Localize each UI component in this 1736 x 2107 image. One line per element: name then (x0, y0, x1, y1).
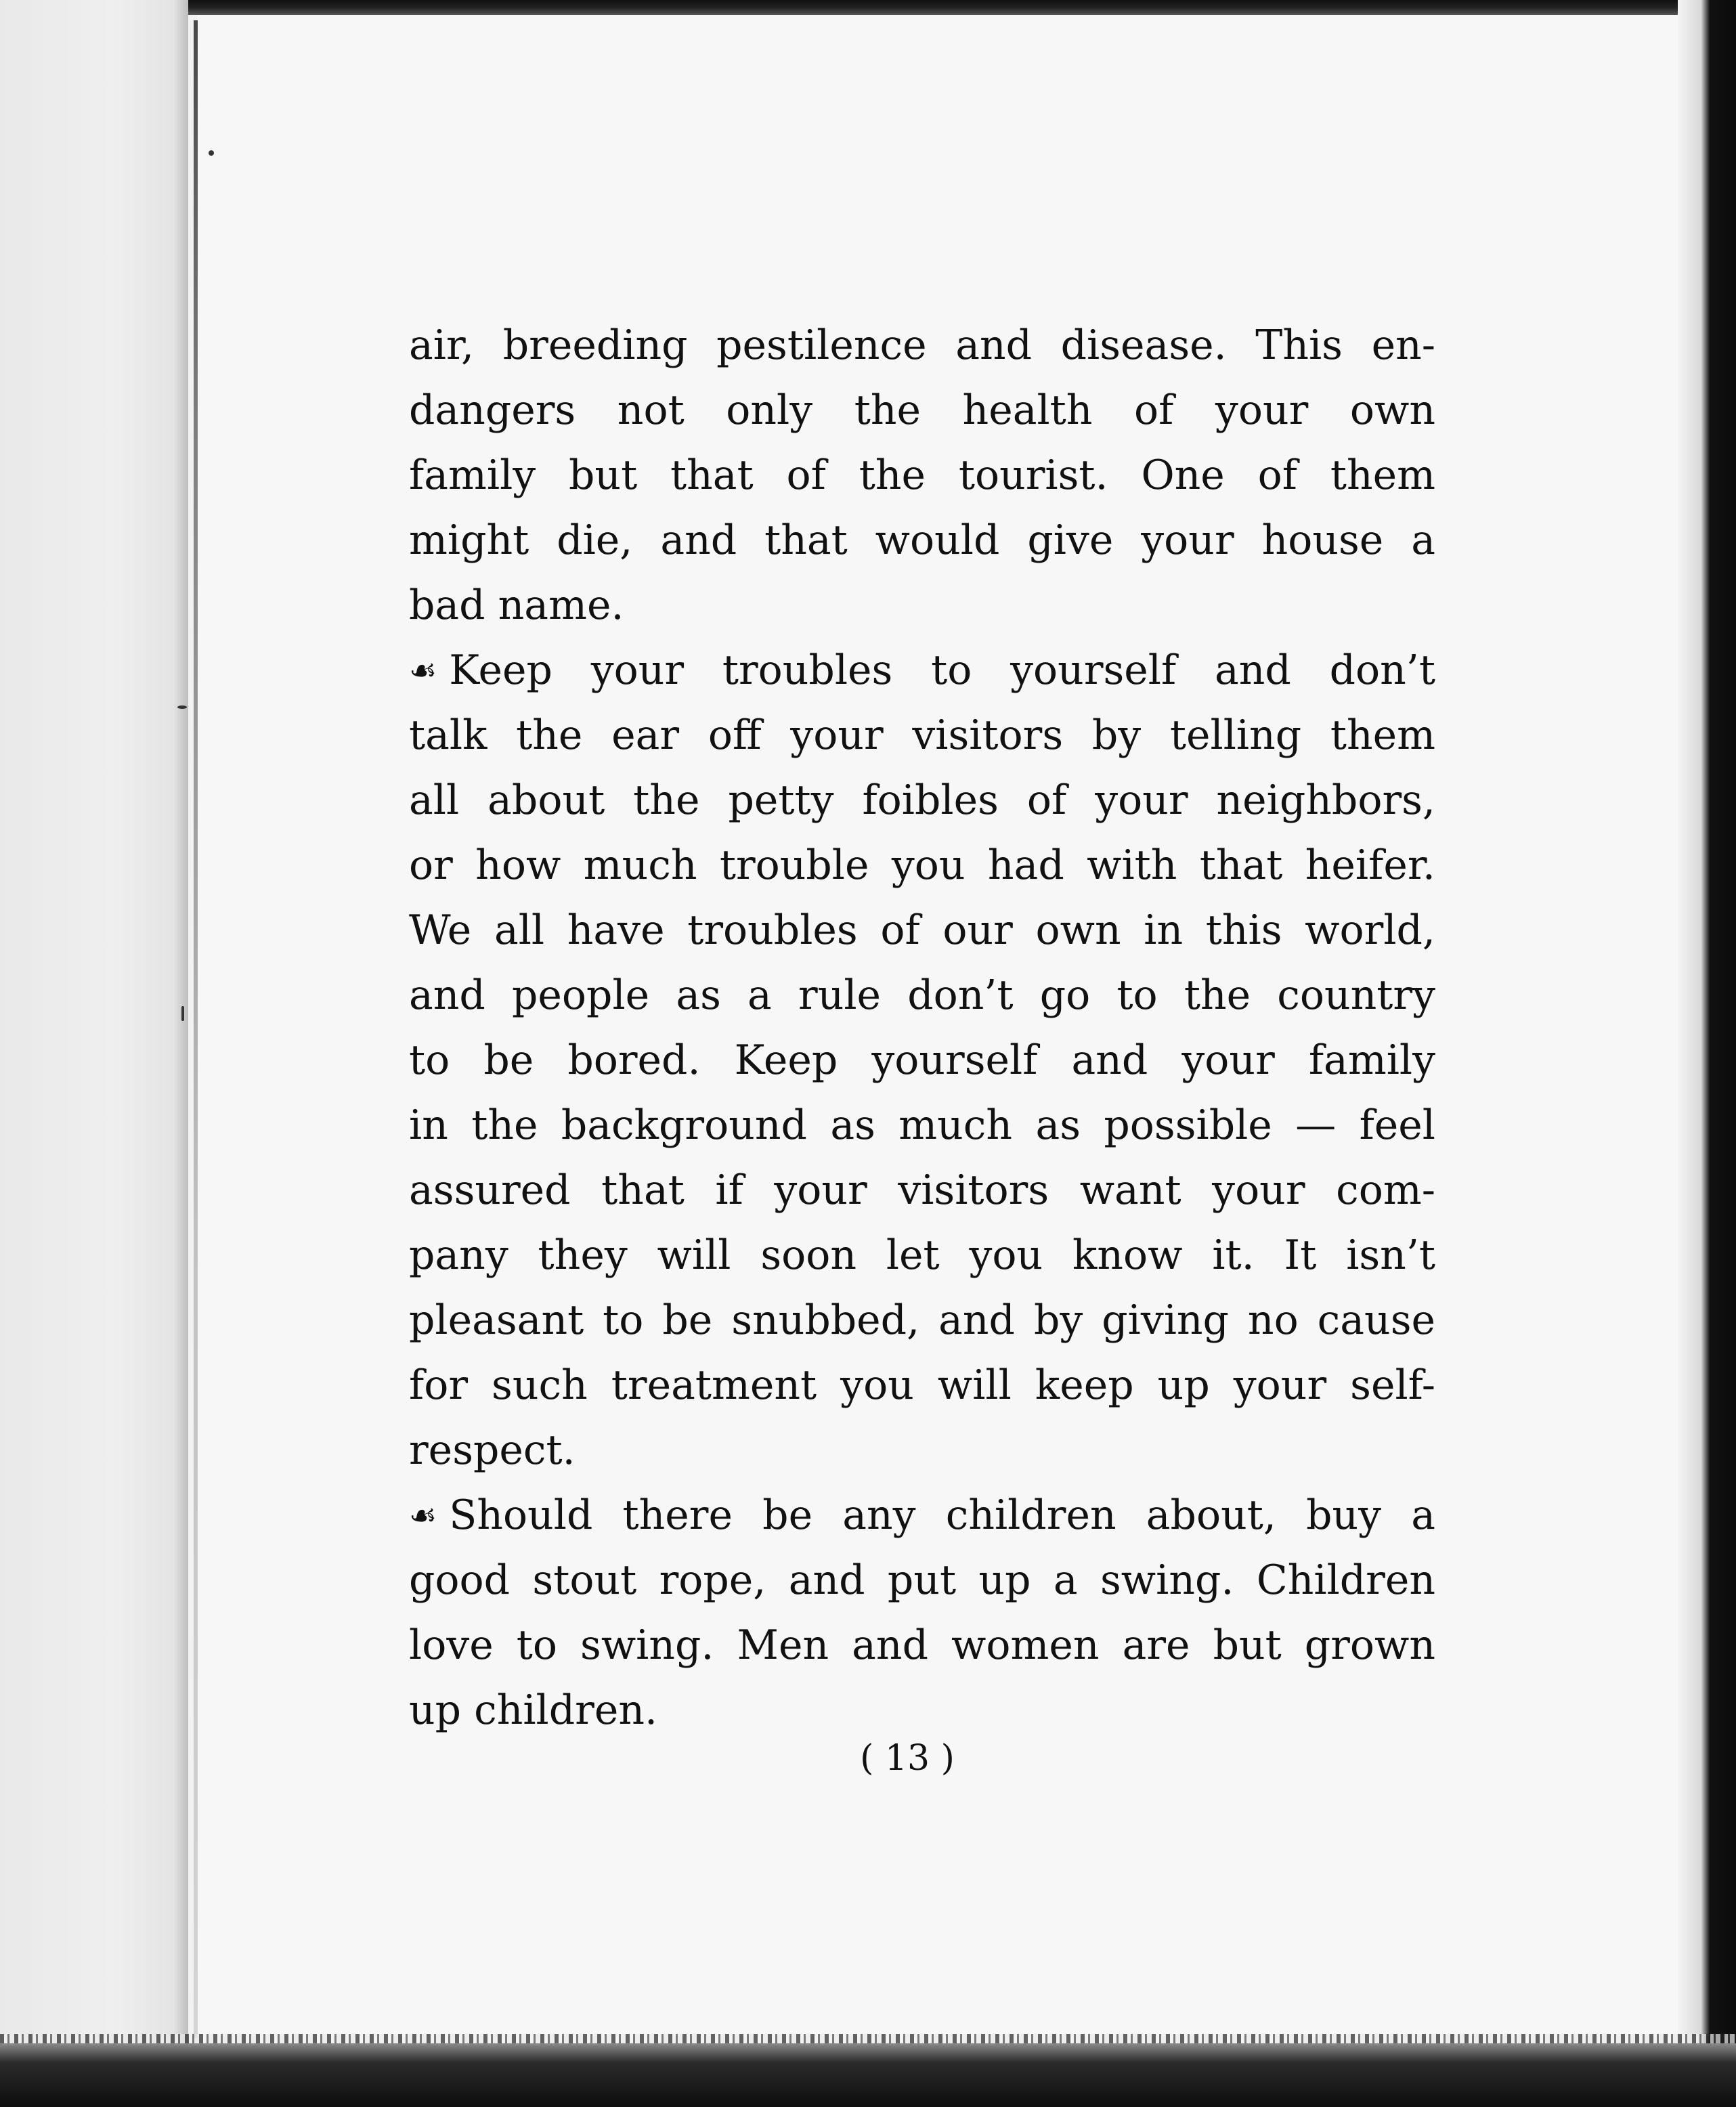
text-line: talk the ear off your visitors by telling them (409, 712, 1435, 759)
fleuron-ornament-icon: ☙ (409, 652, 437, 689)
text-line: to be bored. Keep yourself and your family (409, 1037, 1435, 1084)
text-line: dangers not only the health of your own (409, 387, 1435, 434)
right-scan-border (1678, 0, 1736, 2107)
text-line: air, breeding pestilence and disease. This en- (409, 322, 1435, 369)
text-line: or how much trouble you had with that heifer. (409, 842, 1435, 889)
text-line: pleasant to be snubbed, and by giving no cause (409, 1297, 1435, 1344)
text-line: We all have troubles of our own in this world, (409, 907, 1435, 954)
text-line: good stout rope, and put up a swing. Children (409, 1557, 1435, 1604)
text-line: respect. (409, 1427, 576, 1474)
scan-speck (177, 705, 187, 709)
text-line: up children. (409, 1687, 658, 1734)
text-line: in the background as much as possible — feel (409, 1102, 1435, 1149)
text-line: Keep your troubles to yourself and don’t (449, 647, 1435, 694)
paragraph-start-line (409, 638, 1435, 703)
page-number: ( 13 ) (860, 1738, 955, 1779)
left-facing-page-edge (0, 0, 188, 2107)
text-line: for such treatment you will keep up your self- (409, 1362, 1435, 1409)
bottom-scan-border (0, 2043, 1736, 2107)
text-line: pany they will soon let you know it. It isn’t (409, 1232, 1435, 1279)
body-text (409, 313, 1435, 1743)
text-line: bad name. (409, 582, 624, 629)
scan-speck (181, 1006, 184, 1021)
text-line: love to swing. Men and women are but grown (409, 1622, 1435, 1669)
text-line: family but that of the tourist. One of them (409, 452, 1435, 499)
scan-speck (209, 150, 214, 156)
text-line: all about the petty foibles of your neighbors, (409, 777, 1435, 824)
fleuron-ornament-icon: ☙ (409, 1497, 437, 1534)
text-line: assured that if your visitors want your com- (409, 1167, 1435, 1214)
text-line: and people as a rule don’t go to the country (409, 972, 1435, 1019)
text-line: Should there be any children about, buy a (449, 1492, 1435, 1539)
text-line: might die, and that would give your house a (409, 517, 1435, 564)
paragraph-start-line (409, 1483, 1435, 1548)
top-scan-border (188, 0, 1698, 15)
